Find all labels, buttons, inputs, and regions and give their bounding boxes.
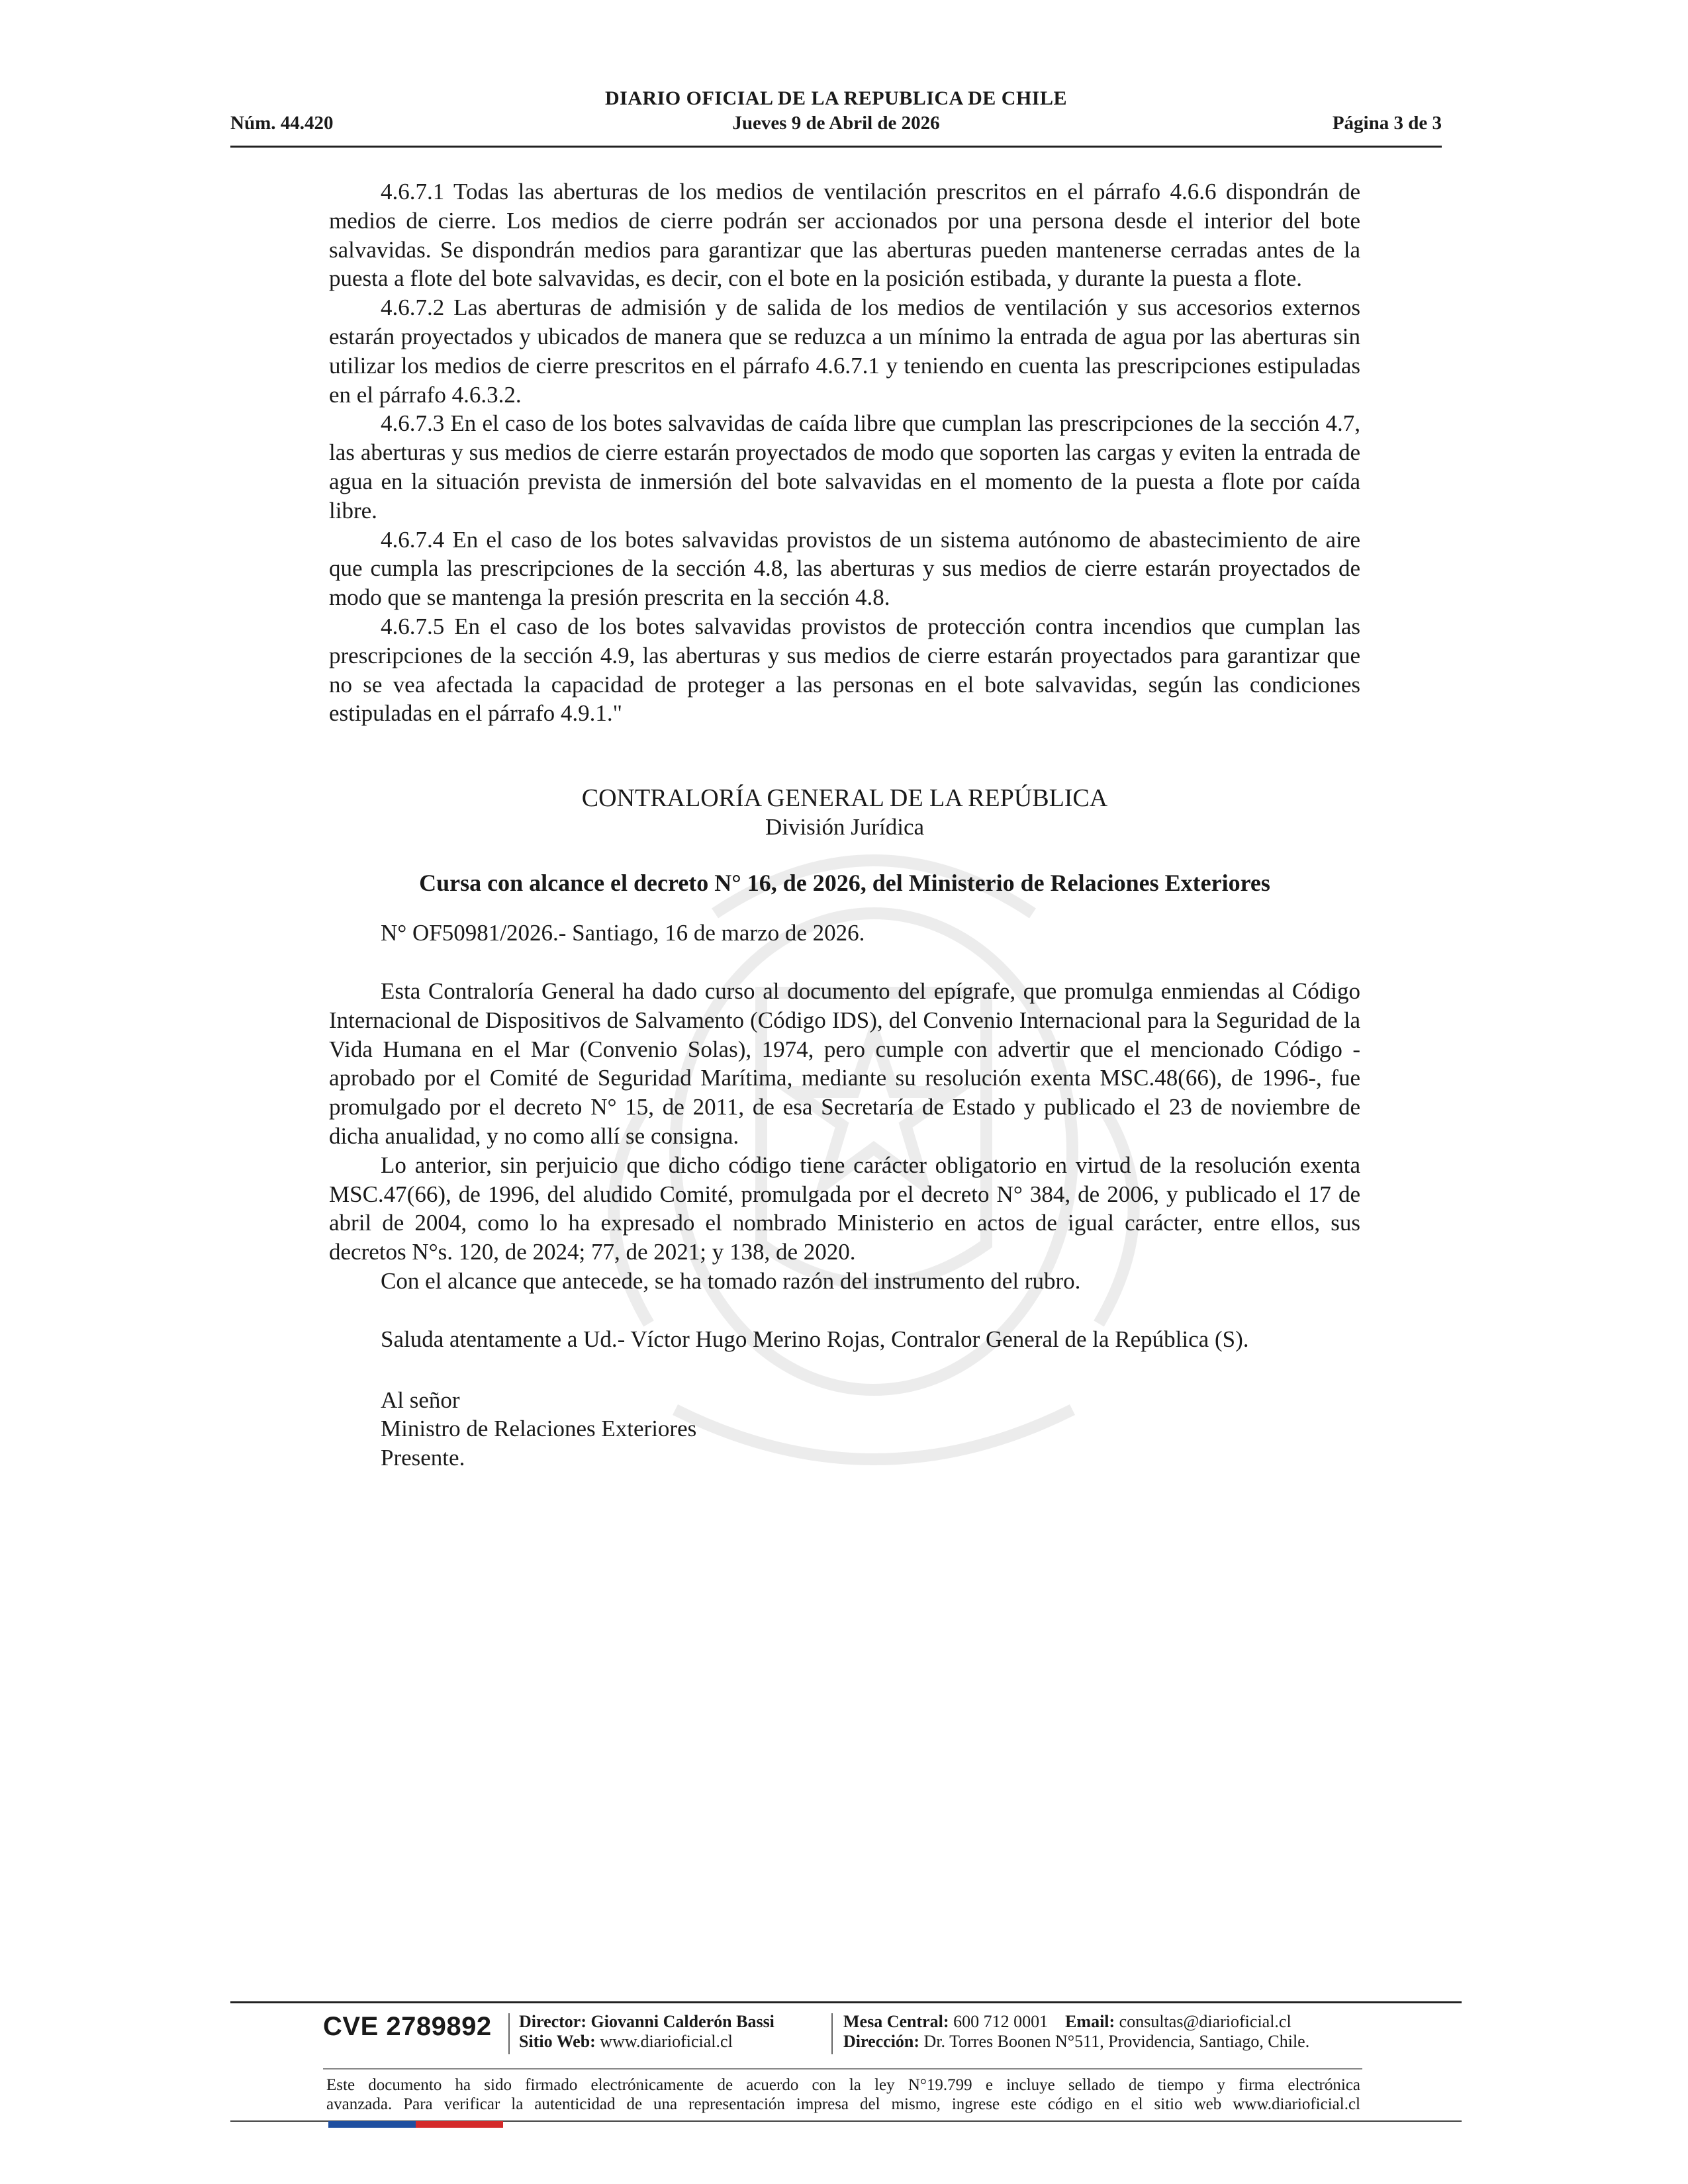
address-text: Dr. Torres Boonen N°511, Providencia, Santiago, Chile.	[923, 2032, 1310, 2051]
phone-number: 600 712 0001	[953, 2012, 1049, 2031]
body-paragraph-1: Esta Contraloría General ha dado curso al documento del epígrafe, que promulga enmiendas al Código Internacional de Dispositivos de Salvamento (Código IDS), del Convenio Internacional para la Seguridad de la Vida Humana en el Mar (Convenio Solas), 1974, pero cumple con advertir que el mencionado Código -aprobado por el Comité de Seguridad Marítima, mediante su resolución exenta MSC.48(66), de 1996-, fue promulgado por el decreto N° 15, de 2011, de esa Secretaría de Estado y publicado el 23 de noviembre de dicha anualidad, y no como allí se consigna.	[329, 978, 1360, 1149]
footer-contact-block	[843, 2012, 1309, 2052]
director-label: Director:	[519, 2012, 587, 2031]
body-paragraph-2: Lo anterior, sin perjuicio que dicho código tiene carácter obligatorio en virtud de la resolución exenta MSC.47(66), de 1996, del aludido Comité, promulgada por el decreto N° 384, de 2006, y publicado el 17 de abril de 2004, como lo ha expresado el nombrado Ministerio en actos de igual carácter, entre ellos, sus decretos N°s. 120, de 2024; 77, de 2021; y 138, de 2020.	[329, 1152, 1360, 1265]
legal-notice-line-1: Este documento ha sido firmado electrónicamente de acuerdo con la ley N°19.799 e incluye sellado de tiempo y firma electrónica	[326, 2076, 1360, 2094]
closing-salutation: Saluda atentamente a Ud.- Víctor Hugo Merino Rojas, Contralor General de la República (S).	[381, 1326, 1249, 1352]
addressee-block	[381, 1386, 1360, 1473]
institution-division: División Jurídica	[765, 814, 925, 841]
issue-date: Jueves 9 de Abril de 2026	[732, 113, 940, 134]
flag-stripe-red	[416, 2121, 503, 2128]
newspaper-title: DIARIO OFICIAL DE LA REPUBLICA DE CHILE	[605, 87, 1067, 109]
document-body	[329, 177, 1360, 1473]
site-label: Sitio Web:	[519, 2032, 596, 2051]
paragraph-4-6-7-5: 4.6.7.5 En el caso de los botes salvavidas provistos de protección contra incendios que cumplan las prescripciones de la sección 4.9, las aberturas y sus medios de cierre estarán proyectados para garantizar que no se vea afectada la capacidad de proteger a las personas en el bote salvavidas, según las condiciones estipuladas en el párrafo 4.9.1."	[329, 613, 1360, 727]
addressee-line: Presente.	[381, 1445, 465, 1471]
footer-director-block	[519, 2012, 774, 2052]
paragraph-4-6-7-1: 4.6.7.1 Todas las aberturas de los medios de ventilación prescritos en el párrafo 4.6.6 dispondrán de medios de cierre. Los medios de cierre podrán ser accionados por una persona desde el interior del bote salvavidas. Se dispondrán medios para garantizar que las aberturas pueden mantenerse cerradas antes de la puesta a flote del bote salvavidas, es decir, con el bote en la posición estibada, y durante la puesta a flote.	[329, 179, 1360, 292]
flag-stripe-blue	[328, 2121, 416, 2128]
cve-code: CVE 2789892	[323, 2012, 492, 2041]
institution-name: CONTRALORÍA GENERAL DE LA REPÚBLICA	[581, 784, 1108, 813]
page-header	[230, 85, 1442, 148]
page-number: Página 3 de 3	[1332, 113, 1442, 134]
address-label: Dirección:	[843, 2032, 920, 2051]
addressee-line: Ministro de Relaciones Exteriores	[381, 1416, 697, 1442]
issue-number: Núm. 44.420	[230, 113, 334, 134]
paragraph-4-6-7-2: 4.6.7.2 Las aberturas de admisión y de salida de los medios de ventilación y sus accesorios externos estarán proyectados y ubicados de manera que se reduzca a un mínimo la entrada de agua por las aberturas sin utilizar los medios de cierre prescritos en el párrafo 4.6.7.1 y teniendo en cuenta las prescripciones estipuladas en el párrafo 4.6.3.2.	[329, 295, 1360, 408]
legal-notice-line-2: avanzada. Para verificar la autenticidad de una representación impresa del mismo, ingrese este código en el sitio web www.diarioficial.cl	[326, 2095, 1360, 2113]
paragraph-4-6-7-3: 4.6.7.3 En el caso de los botes salvavidas de caída libre que cumplan las prescripciones de la sección 4.7, las aberturas y sus medios de cierre estarán proyectados de modo que soporten las cargas y eviten la entrada de agua en la situación prevista de inmersión del bote salvavidas en el momento de la puesta a flote por caída libre.	[329, 410, 1360, 523]
director-name: Giovanni Calderón Bassi	[590, 2012, 774, 2031]
footer-separator	[508, 2013, 510, 2054]
decree-subject: Cursa con alcance el decreto N° 16, de 2026, del Ministerio de Relaciones Exteriores	[419, 870, 1270, 897]
site-link[interactable]: www.diarioficial.cl	[600, 2032, 733, 2051]
footer-separator	[831, 2013, 833, 2054]
footer-middle-rule	[323, 2068, 1362, 2070]
phone-label: Mesa Central:	[843, 2012, 949, 2031]
email-label: Email:	[1065, 2012, 1115, 2031]
email-link[interactable]: consultas@diarioficial.cl	[1119, 2012, 1291, 2031]
body-paragraph-3: Con el alcance que antecede, se ha tomado razón del instrumento del rubro.	[381, 1267, 1081, 1294]
reference-line: N° OF50981/2026.- Santiago, 16 de marzo de 2026.	[381, 920, 865, 946]
paragraph-4-6-7-4: 4.6.7.4 En el caso de los botes salvavidas provistos de un sistema autónomo de abastecimiento de aire que cumpla las prescripciones de la sección 4.8, las aberturas y sus medios de cierre estarán proyectados de modo que se mantenga la presión prescrita en la sección 4.8.	[329, 526, 1360, 611]
addressee-line: Al señor	[381, 1387, 460, 1413]
footer-top-rule	[230, 2001, 1462, 2003]
